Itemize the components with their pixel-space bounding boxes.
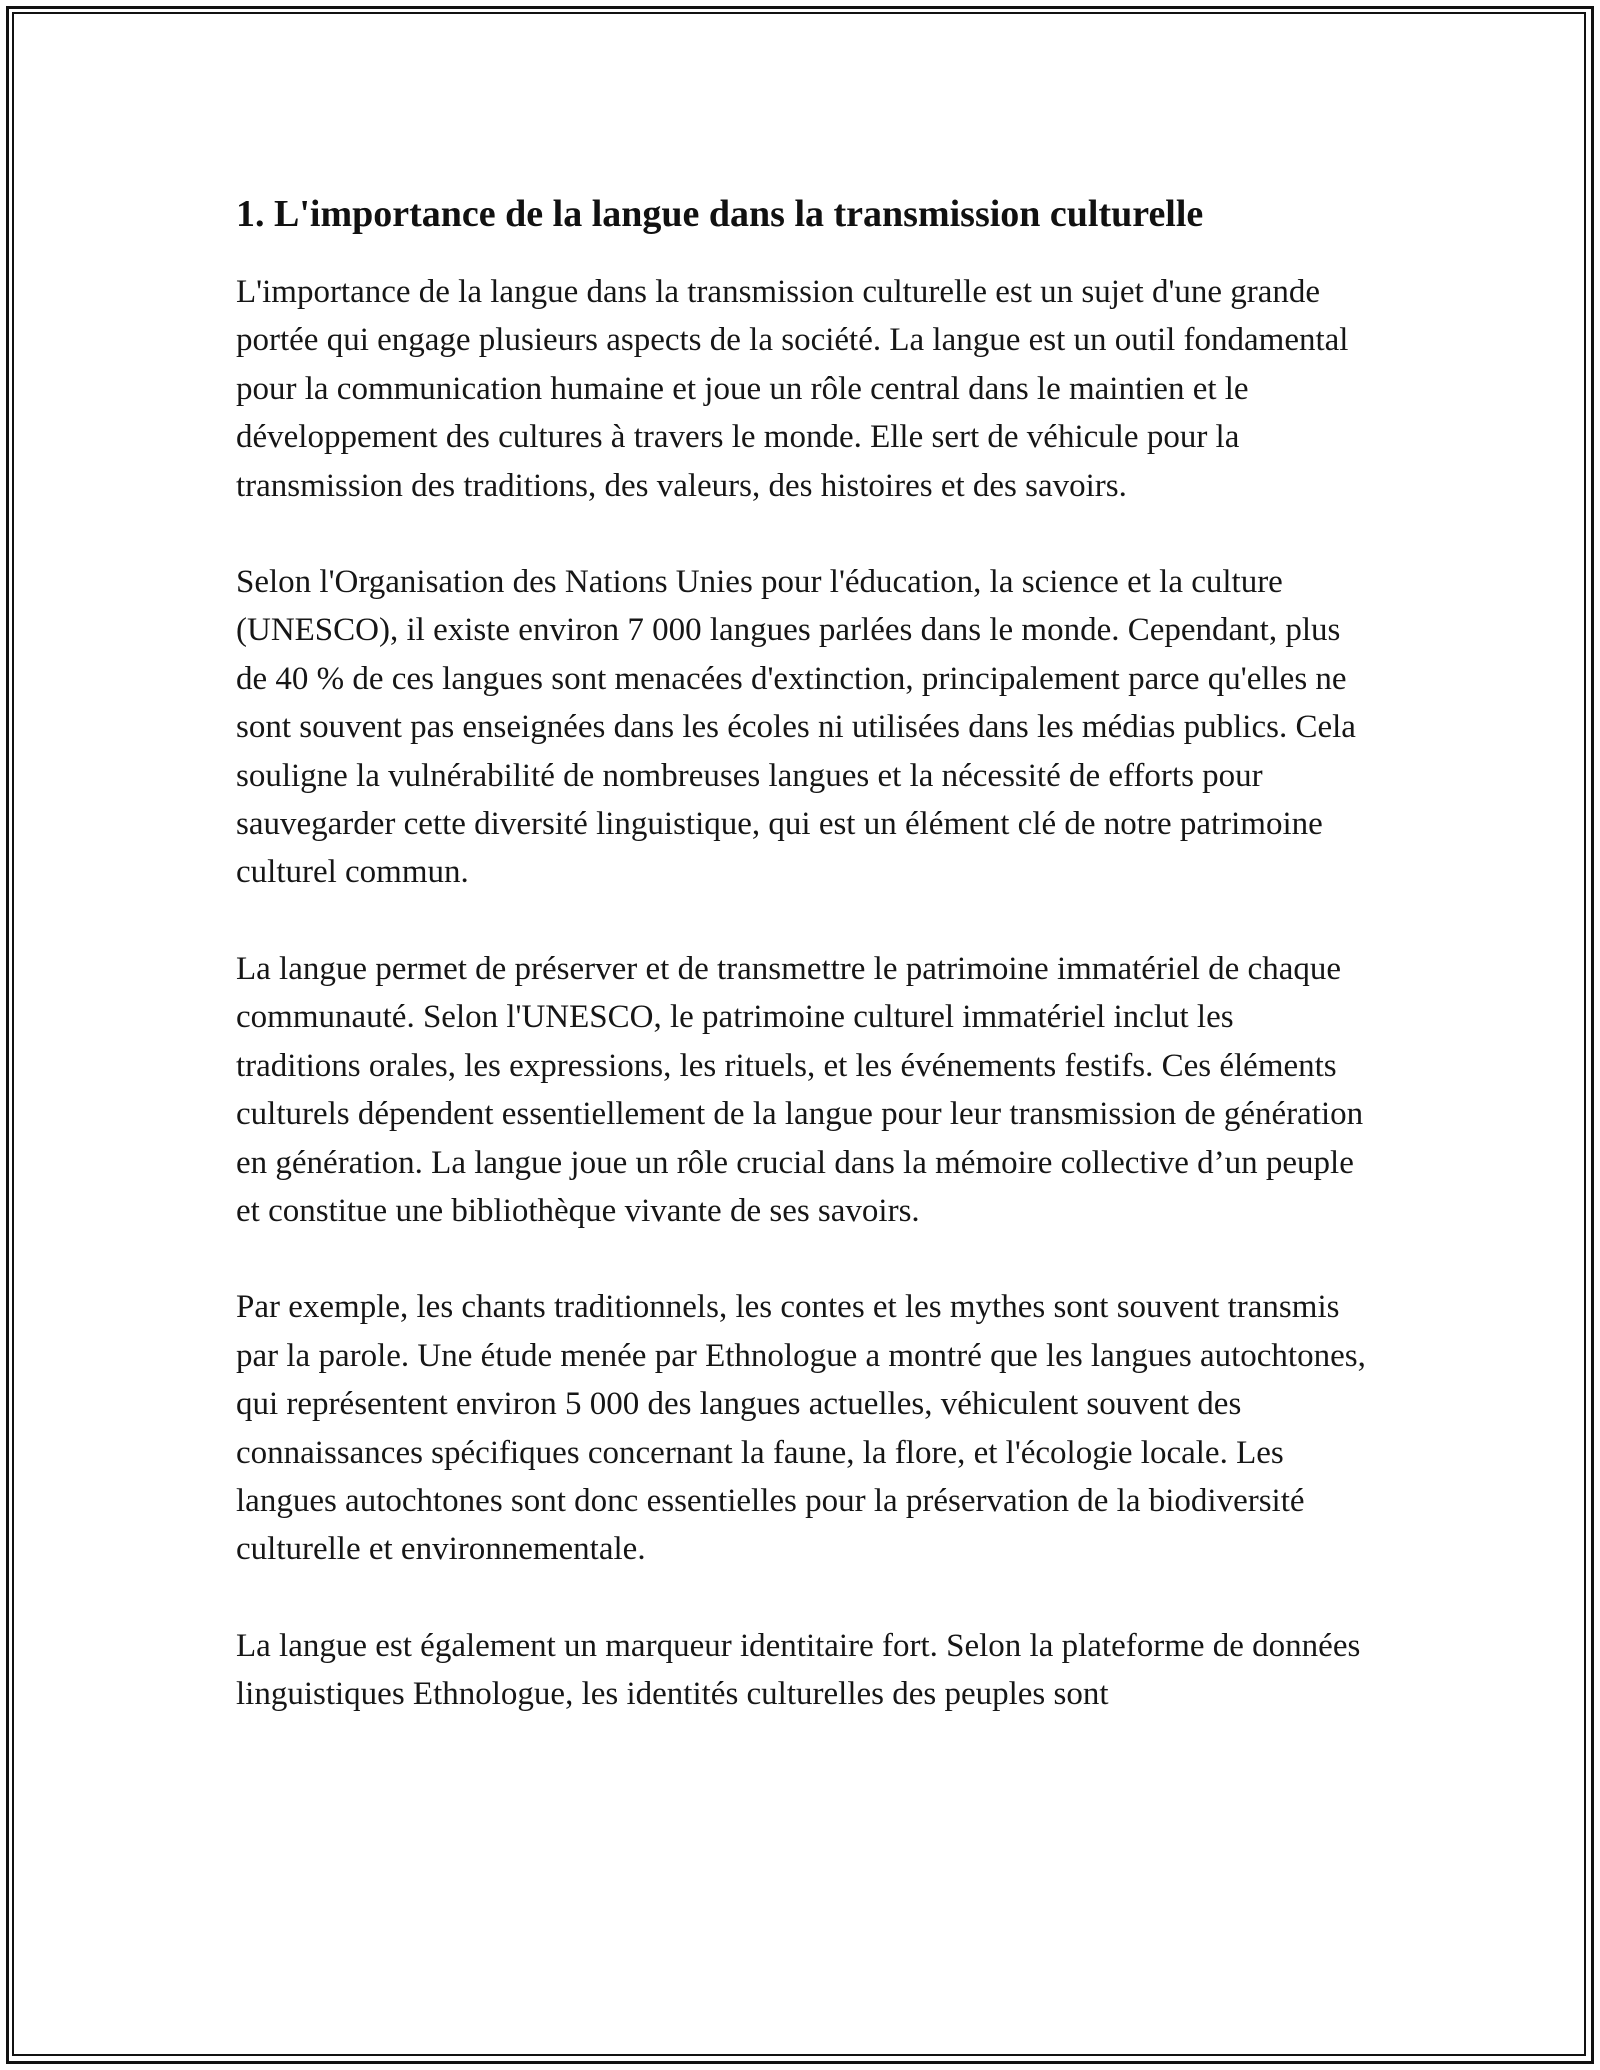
paragraph-intangible-heritage: La langue permet de préserver et de transmettre le patrimoine immatériel de chaque communauté. Selon l'UNESCO, le patrimoine culturel immatériel inclut les traditions orales, les expressions, les rituels, et les événements festifs. Ces éléments culturels dépendent essentiellement de la langue pour leur transmission de génération en génération. La langue joue un rôle crucial dans la mémoire collective d’un peuple et constitue une bibliothèque vivante de ses savoirs. <box>236 950 1364 1229</box>
paragraph-unesco-statistics: Selon l'Organisation des Nations Unies pour l'éducation, la science et la culture (UNESCO), il existe environ 7 000 langues parlées dans le monde. Cependant, plus de 40 % de ces langues sont menacées d'extinction, principalement parce qu'elles ne sont souvent pas enseignées dans les écoles ni utilisées dans les médias publics. Cela souligne la vulnérabilité de nombreuses langues et la nécessité de efforts pour sauvegarder cette diversité linguistique, qui est un élément clé de notre patrimoine culturel commun. <box>236 564 1356 891</box>
document-body <box>236 188 1366 1719</box>
paragraph-language-role: L'importance de la langue dans la transmission culturelle est un sujet d'une grande portée qui engage plusieurs aspects de la société. La langue est un outil fondamental pour la communication humaine et joue un rôle central dans le maintien et le développement des cultures à travers le monde. Elle sert de véhicule pour la transmission des traditions, des valeurs, des histoires et des savoirs. <box>236 274 1349 504</box>
paragraph-oral-tradition: Par exemple, les chants traditionnels, les contes et les mythes sont souvent transmis par la parole. Une étude menée par Ethnologue a montré que les langues autochtones, qui représentent environ 5 000 des langues actuelles, véhiculent souvent des connaissances spécifiques concernant la faune, la flore, et l'écologie locale. Les langues autochtones sont donc essentielles pour la préservation de la biodiversité culturelle et environnementale. <box>236 1289 1366 1568</box>
paragraph-identity-marker: La langue est également un marqueur identitaire fort. Selon la plateforme de données linguistiques Ethnologue, les identités culturelles des peuples sont <box>236 1627 1361 1713</box>
section-heading: 1. L'importance de la langue dans la transmission culturelle <box>236 193 1204 235</box>
